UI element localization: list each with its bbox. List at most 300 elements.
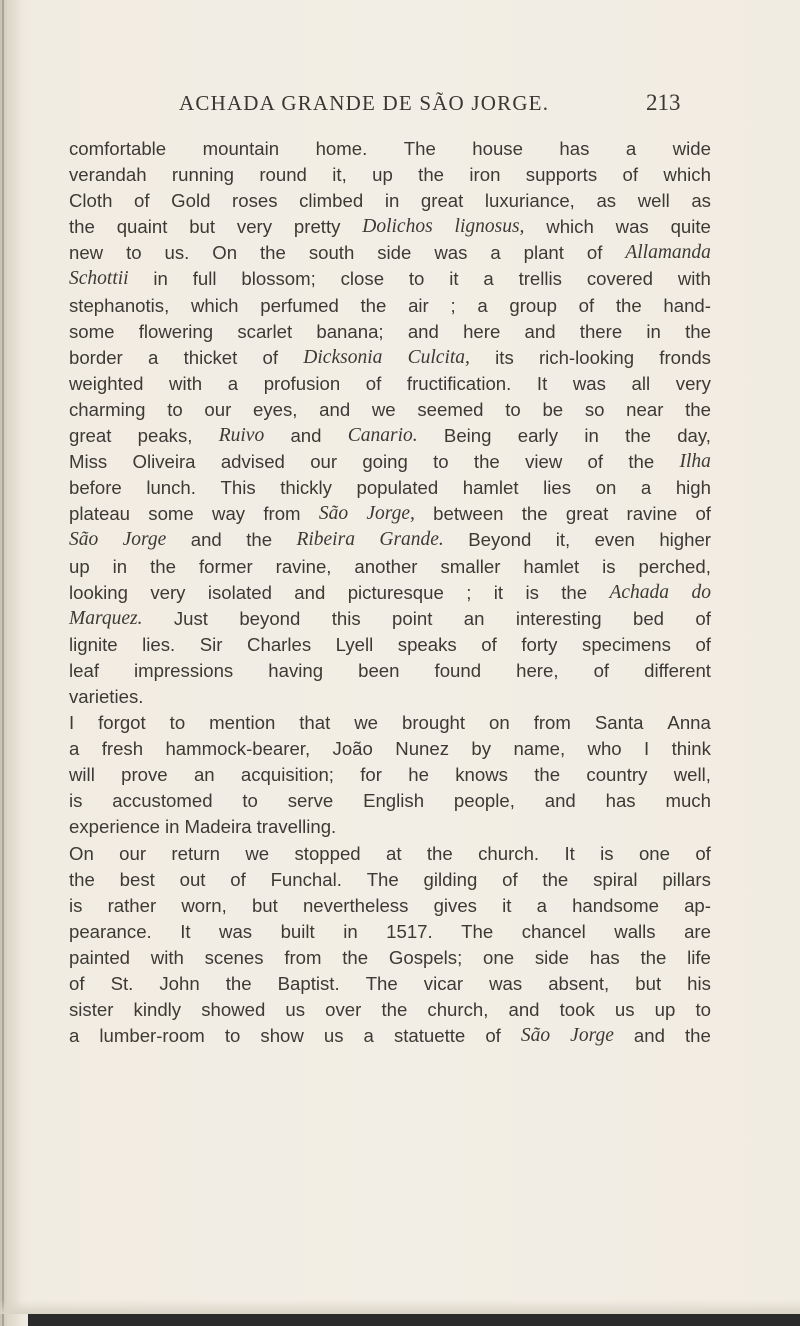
word: best [119, 868, 155, 890]
word: us [614, 999, 635, 1021]
word: stephanotis, [69, 294, 170, 316]
word: fructification. [406, 372, 512, 394]
word: eyes, [252, 398, 298, 420]
word: Dicksonia [303, 346, 383, 368]
running-head: ACHADA GRANDE DE SÃO JORGE. [179, 91, 550, 115]
word: of [593, 659, 610, 681]
word: close [340, 268, 385, 290]
word: statuette [393, 1025, 466, 1047]
word: Anna [667, 712, 711, 734]
word: specimens [582, 633, 671, 655]
word: full [192, 268, 217, 290]
word: comfortable [69, 138, 167, 159]
text-line [69, 971, 711, 997]
word: showed [201, 999, 266, 1021]
word: well [637, 190, 670, 212]
word: mention [209, 712, 276, 734]
word: on [595, 477, 617, 499]
word: a [625, 138, 637, 159]
word: to [224, 1025, 241, 1047]
word: forty [521, 633, 558, 655]
word: vicar [423, 973, 464, 994]
word: bed [632, 607, 665, 629]
word: in [164, 816, 180, 838]
word: Gold [171, 190, 211, 212]
word: to [408, 268, 425, 290]
word: worn, [181, 894, 227, 916]
word: of [622, 164, 639, 186]
word: is [602, 555, 616, 577]
word: life [687, 946, 711, 968]
word: picturesque [347, 581, 444, 603]
word: quaint [116, 216, 168, 238]
word: the [418, 164, 445, 186]
word: border [69, 346, 123, 368]
word: of [262, 346, 279, 368]
word: gives [433, 894, 477, 916]
word: up [654, 999, 676, 1021]
word: Being [443, 425, 492, 447]
word: peaks, [137, 425, 193, 447]
word: here [463, 320, 501, 342]
word: the [69, 216, 95, 238]
word: trellis [518, 268, 562, 290]
word: another [354, 555, 418, 577]
word: way [212, 503, 246, 525]
word: John [159, 973, 200, 994]
word: great [69, 425, 112, 447]
word: was [615, 216, 649, 238]
word: seemed [417, 398, 484, 420]
word: pretty [293, 216, 341, 238]
word: 1517. [386, 920, 433, 942]
word: the [69, 868, 95, 890]
text-line [69, 762, 711, 788]
word: Allamanda [625, 242, 711, 264]
spine-edge [2, 0, 4, 1326]
word: the [561, 581, 588, 603]
word: Dolichos [362, 216, 433, 238]
word: ravine [626, 503, 678, 525]
word: kindly [133, 999, 182, 1021]
word: new [69, 242, 104, 264]
word: speaks [397, 633, 457, 655]
word: there [579, 320, 623, 342]
word: the [260, 242, 286, 264]
word: the [534, 764, 561, 786]
word: the [685, 320, 711, 342]
word: from [284, 946, 322, 968]
word: a [363, 1025, 374, 1047]
word: day, [677, 425, 711, 447]
word: perched, [638, 555, 711, 577]
text-line [69, 214, 711, 240]
word: our [204, 398, 232, 420]
text-line [69, 736, 711, 762]
word: some [148, 503, 194, 525]
word: Lyell [335, 633, 374, 655]
word: point [392, 607, 433, 629]
word: Charles [247, 633, 312, 655]
word: a [227, 372, 239, 394]
word: church. [478, 842, 540, 864]
word: of [230, 868, 246, 890]
word: handsome [572, 894, 659, 916]
word: serve [287, 790, 334, 812]
word: in [646, 320, 661, 342]
word: us. [164, 242, 190, 264]
word: Madeira [184, 816, 252, 838]
word: higher [659, 529, 711, 551]
word: thickly [280, 477, 332, 499]
word: stopped [294, 842, 361, 864]
word: plateau [69, 503, 131, 525]
word: in [384, 190, 400, 212]
word: our [119, 842, 147, 864]
word: João [332, 738, 373, 760]
word: iron [469, 164, 501, 186]
word: scarlet [237, 320, 293, 342]
word: it, [555, 529, 571, 551]
word: one [483, 946, 515, 968]
word: between [433, 503, 504, 525]
word: pillars [662, 868, 711, 890]
word: banana; [316, 320, 384, 342]
word: before [69, 477, 122, 499]
word: On [69, 842, 94, 864]
word: country [586, 764, 648, 786]
word: us [285, 999, 306, 1021]
word: a [536, 894, 547, 916]
word: and [190, 529, 222, 551]
word: from [263, 503, 301, 525]
word: advised [220, 451, 285, 473]
word: view [525, 451, 563, 473]
word: It [180, 920, 191, 942]
word: isolated [207, 581, 272, 603]
word: house [472, 138, 523, 159]
word: Culcita, [407, 346, 470, 368]
word: the [615, 294, 642, 316]
text-line [69, 580, 711, 606]
word: ; [450, 294, 456, 316]
word: going [362, 451, 408, 473]
word: and [407, 320, 439, 342]
word: pearance. [69, 920, 152, 942]
word: was [434, 242, 468, 264]
word: of [578, 294, 595, 316]
word: the [246, 529, 273, 551]
word: Beyond [468, 529, 532, 551]
word: Oliveira [132, 451, 196, 473]
word: travelling. [256, 816, 337, 838]
word: ravine, [275, 555, 332, 577]
word: Jorge [570, 1025, 614, 1047]
text-line [69, 945, 711, 971]
word: Funchal. [270, 868, 342, 890]
text-line [69, 527, 711, 553]
text-line [69, 684, 711, 710]
word: lies. [142, 633, 176, 655]
word: Canario. [347, 425, 418, 447]
word: which [663, 164, 711, 186]
word: of [587, 451, 604, 473]
word: great [565, 503, 609, 525]
word: and [524, 320, 556, 342]
text-line [69, 867, 711, 893]
word: the [684, 1025, 711, 1047]
word: leaf [69, 659, 99, 681]
word: an [193, 764, 215, 786]
text-line [69, 319, 711, 345]
word: it [493, 581, 504, 603]
word: lumber-room [99, 1025, 205, 1047]
word: of [695, 607, 711, 629]
word: up [372, 164, 393, 186]
word: air [408, 294, 429, 316]
word: over [325, 999, 362, 1021]
word: of [502, 868, 518, 890]
word: brought [402, 712, 466, 734]
word: Ribeira [296, 529, 355, 551]
word: its [495, 346, 514, 368]
word: by [471, 738, 492, 760]
word: populated [356, 477, 439, 499]
word: hammock-bearer, [165, 738, 311, 760]
word: built [280, 920, 315, 942]
word: his [687, 973, 711, 994]
word: perfumed [260, 294, 339, 316]
word: think [671, 738, 711, 760]
word: of [695, 633, 711, 655]
word: hamlet [462, 477, 519, 499]
word: show [260, 1025, 304, 1047]
text-line [69, 449, 711, 475]
word: running [171, 164, 234, 186]
word: it, [332, 164, 347, 186]
word: was [489, 973, 523, 994]
word: us [323, 1025, 344, 1047]
word: an [463, 607, 485, 629]
word: but [189, 216, 216, 238]
word: of [485, 1025, 501, 1047]
word: On [212, 242, 238, 264]
word: and [294, 581, 326, 603]
word: plant [523, 242, 564, 264]
word: Cloth [69, 190, 113, 212]
word: painted [69, 946, 131, 968]
word: a [69, 738, 80, 760]
word: wide [672, 138, 711, 159]
word: is [69, 790, 83, 812]
word: of [69, 973, 85, 994]
page-number: 213 [646, 90, 681, 115]
word: the [426, 842, 453, 864]
word: it [449, 268, 459, 290]
word: been [358, 659, 400, 681]
word: side [377, 242, 412, 264]
word: and [544, 790, 576, 812]
word: Jorge [122, 529, 167, 551]
word: a [477, 294, 488, 316]
word: our [310, 451, 338, 473]
word: but [251, 894, 278, 916]
word: mountain [202, 138, 280, 159]
word: lies [543, 477, 572, 499]
word: charming [69, 398, 146, 420]
word: The [403, 138, 436, 159]
word: church, [427, 999, 489, 1021]
scan-edge-bar [28, 1314, 800, 1326]
text-line [69, 266, 711, 292]
text-line [69, 397, 711, 423]
word: return [171, 842, 220, 864]
word: of [365, 372, 382, 394]
word: south [308, 242, 355, 264]
word: out [179, 868, 206, 890]
word: the [625, 425, 651, 447]
word: supports [525, 164, 598, 186]
word: the [542, 868, 569, 890]
text-line [69, 475, 711, 501]
word: the [342, 946, 369, 968]
word: one [638, 842, 670, 864]
word: the [521, 503, 548, 525]
word: up [69, 555, 90, 577]
word: varieties. [69, 685, 144, 707]
word: Ruivo [218, 425, 265, 447]
word: we [354, 712, 379, 734]
body-text [69, 136, 711, 1049]
word: on [489, 712, 510, 734]
word: to [169, 712, 186, 734]
word: in [153, 268, 168, 290]
word: so [584, 398, 605, 420]
word: The [366, 868, 399, 890]
word: the [225, 973, 252, 994]
word: it [502, 894, 512, 916]
word: a [490, 242, 501, 264]
word: scenes [204, 946, 264, 968]
word: weighted [69, 372, 144, 394]
word: knows [455, 764, 508, 786]
word: walls [614, 920, 656, 942]
word: with [169, 372, 203, 394]
word: for [360, 764, 382, 786]
word: Santa [594, 712, 644, 734]
word: Achada [609, 581, 670, 603]
text-line [69, 371, 711, 397]
text-line [69, 423, 711, 449]
word: It [536, 372, 548, 394]
text-line [69, 788, 711, 814]
word: Nunez [395, 738, 450, 760]
word: very [236, 216, 273, 238]
word: Jorge, [366, 503, 415, 525]
word: Just [173, 607, 208, 629]
word: is [600, 842, 614, 864]
word: has [605, 790, 636, 812]
word: home. [315, 138, 368, 159]
word: former [198, 555, 253, 577]
word: and [319, 398, 351, 420]
word: Marquez. [69, 607, 143, 629]
word: looking [69, 581, 128, 603]
word: group [509, 294, 557, 316]
word: a [640, 477, 652, 499]
word: ap- [684, 894, 711, 916]
word: of [481, 633, 497, 655]
text-line [69, 606, 711, 632]
word: beyond [239, 607, 301, 629]
word: round [259, 164, 307, 186]
word: who [587, 738, 622, 760]
word: prove [121, 764, 168, 786]
word: in [112, 555, 128, 577]
word: to [433, 451, 449, 473]
word: roses [232, 190, 278, 212]
word: great [420, 190, 464, 212]
word: which [190, 294, 239, 316]
word: ; [466, 581, 472, 603]
text-line [69, 1023, 711, 1049]
word: St. [110, 973, 134, 994]
word: are [684, 920, 711, 942]
word: Gospels; [388, 946, 463, 968]
text-line [69, 136, 711, 162]
word: rather [107, 894, 157, 916]
word: luxuriance, [484, 190, 575, 212]
word: covered [586, 268, 653, 290]
word: thicket [183, 346, 238, 368]
word: much [665, 790, 711, 812]
word: from [533, 712, 571, 734]
word: to [242, 790, 258, 812]
word: smaller [440, 555, 501, 577]
word: The [365, 973, 398, 994]
word: blossom; [241, 268, 316, 290]
word: the [360, 294, 387, 316]
word: well, [673, 764, 711, 786]
word: sister [69, 999, 114, 1021]
word: we [371, 398, 396, 420]
word: São [69, 529, 99, 551]
word: even [594, 529, 635, 551]
word: It [564, 842, 575, 864]
word: of [695, 842, 711, 864]
word: Ilha [679, 451, 711, 473]
word: fronds [659, 346, 711, 368]
word: profusion [263, 372, 341, 394]
word: of [134, 190, 150, 212]
word: English [363, 790, 425, 812]
word: here, [516, 659, 559, 681]
word: he [408, 764, 429, 786]
word: near [626, 398, 664, 420]
word: the [685, 398, 711, 420]
word: people, [453, 790, 515, 812]
word: having [268, 659, 324, 681]
text-line [69, 997, 711, 1023]
text-line [69, 188, 711, 214]
word: I [644, 738, 650, 760]
word: to [167, 398, 183, 420]
word: of [695, 503, 711, 525]
text-line [69, 919, 711, 945]
word: climbed [299, 190, 364, 212]
word: quite [670, 216, 711, 238]
word: The [461, 920, 494, 942]
